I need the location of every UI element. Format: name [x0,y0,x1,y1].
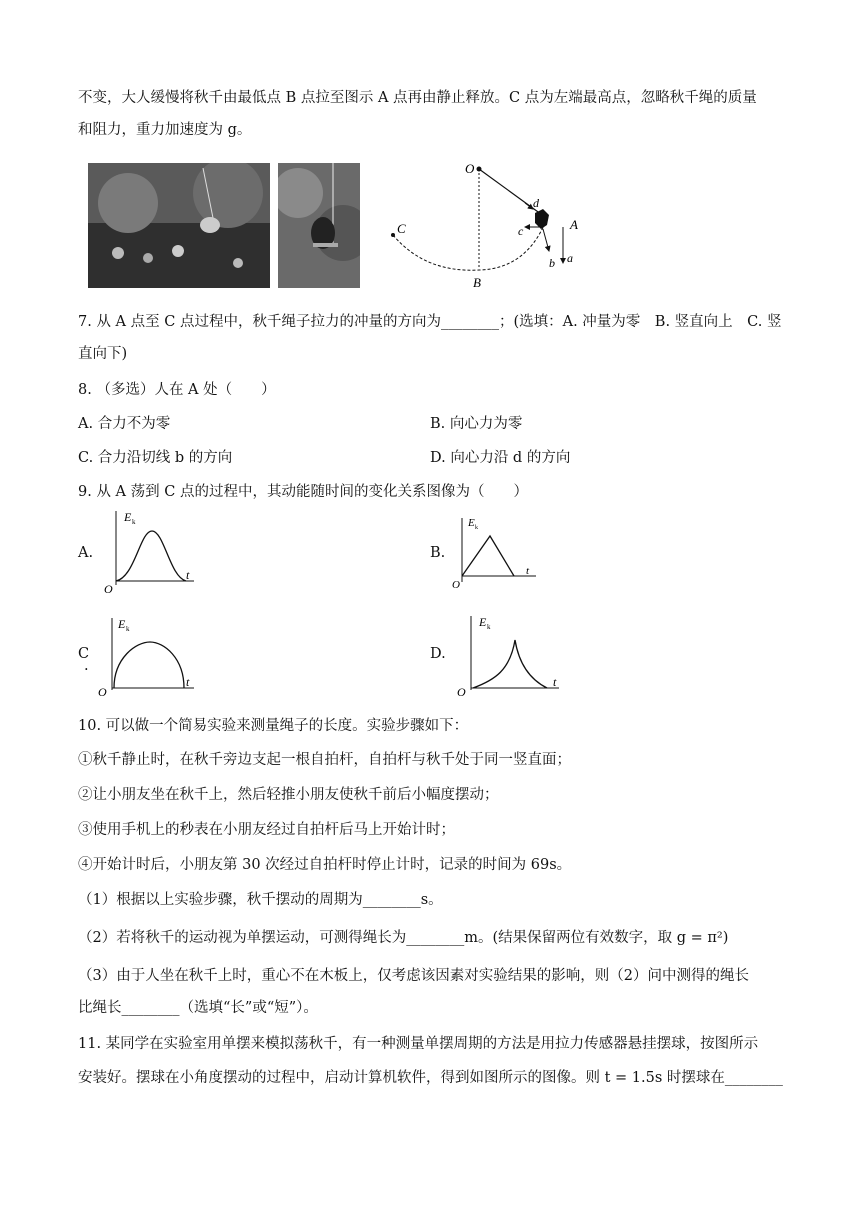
q9-b-axis-x: t [526,565,530,577]
q9-option-b-label: B. [430,545,446,561]
q9-d-axis-x: t [553,675,557,689]
q9-graph-a [100,505,200,595]
q10-stem: 10. 可以做一个简易实验来测量绳子的长度。实验步骤如下： [78,718,469,734]
q10-step-4: ④开始计时后，小朋友第 30 次经过自拍杆时停止计时，记录的时间为 69s。 [78,857,572,873]
q9-graph-c [96,612,200,698]
q9-option-d-label: D. [430,646,446,662]
q9-b-axis-y: E [468,517,475,529]
q9-a-origin: O [104,582,113,595]
q9-d-origin: O [457,685,466,698]
swing-painting-photo-2 [278,163,360,288]
diagram-label-d: d [533,196,539,210]
q8-option-a: A. 合力不为零 [78,416,171,432]
q10-sub-1: （1）根据以上实验步骤，秋千摆动的周期为________s。 [78,892,443,908]
q7-line-1: 7. 从 A 点至 C 点过程中，秋千绳子拉力的冲量的方向为________；(选填：A. 冲量为零 B. 竖直向上 C. 竖 [78,314,782,330]
swing-force-diagram [385,155,605,295]
q8-stem: 8. （多选）人在 A 处（ ） [78,382,276,398]
diagram-label-b: b [549,256,555,270]
diagram-label-B: B [473,275,481,290]
q9-option-c-label: C [78,646,90,662]
q10-step-1: ①秋千静止时，在秋千旁边支起一根自拍杆，自拍杆与秋千处于同一竖直面； [78,752,571,768]
q8-option-d: D. 向心力沿 d 的方向 [430,450,571,466]
q9-graph-b [452,512,542,592]
q9-stem: 9. 从 A 荡到 C 点的过程中，其动能随时间的变化关系图像为（ ） [78,484,528,500]
q9-d-axis-y-sub: k [487,623,491,631]
q9-a-axis-y: E [124,510,132,524]
intro-line-1: 不变，大人缓慢将秋千由最低点 B 点拉至图示 A 点再由静止释放。C 点为左端最高点，忽略秋千绳的质量 [78,90,757,106]
diagram-label-O: O [465,161,475,176]
q10-step-2: ②让小朋友坐在秋千上，然后轻推小朋友使秋千前后小幅度摆动； [78,787,499,803]
q9-b-origin: O [452,579,460,591]
q10-step-3: ③使用手机上的秒表在小朋友经过自拍杆后马上开始计时； [78,822,455,838]
q10-sub-3-line-1: （3）由于人坐在秋千上时，重心不在木板上，仅考虑该因素对实验结果的影响，则（2）问中测得的绳长 [78,968,749,984]
q9-a-axis-y-sub: k [132,518,136,526]
q10-sub-2: （2）若将秋千的运动视为单摆运动，可测得绳长为________m。(结果保留两位有效数字，取 g = π²) [78,930,729,946]
q9-option-a-label: A. [78,545,94,561]
q8-option-b: B. 向心力为零 [430,416,523,432]
q9-c-axis-x: t [186,675,190,689]
q11-line-2: 安装好。摆球在小角度摆动的过程中，启动计算机软件，得到如图所示的图像。则 t = 1.5s 时摆球在________ [78,1070,783,1086]
q8-option-c: C. 合力沿切线 b 的方向 [78,450,233,466]
q9-b-axis-y-sub: k [475,525,478,531]
q9-c-axis-y-sub: k [126,625,130,633]
diagram-label-c: c [518,224,524,238]
diagram-label-C: C [397,221,406,236]
q9-option-c-dot: . [84,658,89,674]
q7-line-2: 直向下) [78,346,128,362]
intro-line-2: 和阻力，重力加速度为 g。 [78,122,252,138]
q9-graph-d [455,610,565,698]
q9-d-axis-y: E [479,615,487,629]
diagram-label-a: a [567,251,573,265]
q9-a-axis-x: t [186,568,190,582]
swing-painting-photo-1 [88,163,270,288]
q9-c-origin: O [98,685,107,698]
q10-sub-3-line-2: 比绳长________（选填“长”或“短”）。 [78,1000,318,1016]
q9-c-axis-y: E [118,617,126,631]
q11-line-1: 11. 某同学在实验室用单摆来模拟荡秋千，有一种测量单摆周期的方法是用拉力传感器悬挂摆球，按图所示 [78,1036,759,1052]
diagram-label-A: A [570,217,578,232]
